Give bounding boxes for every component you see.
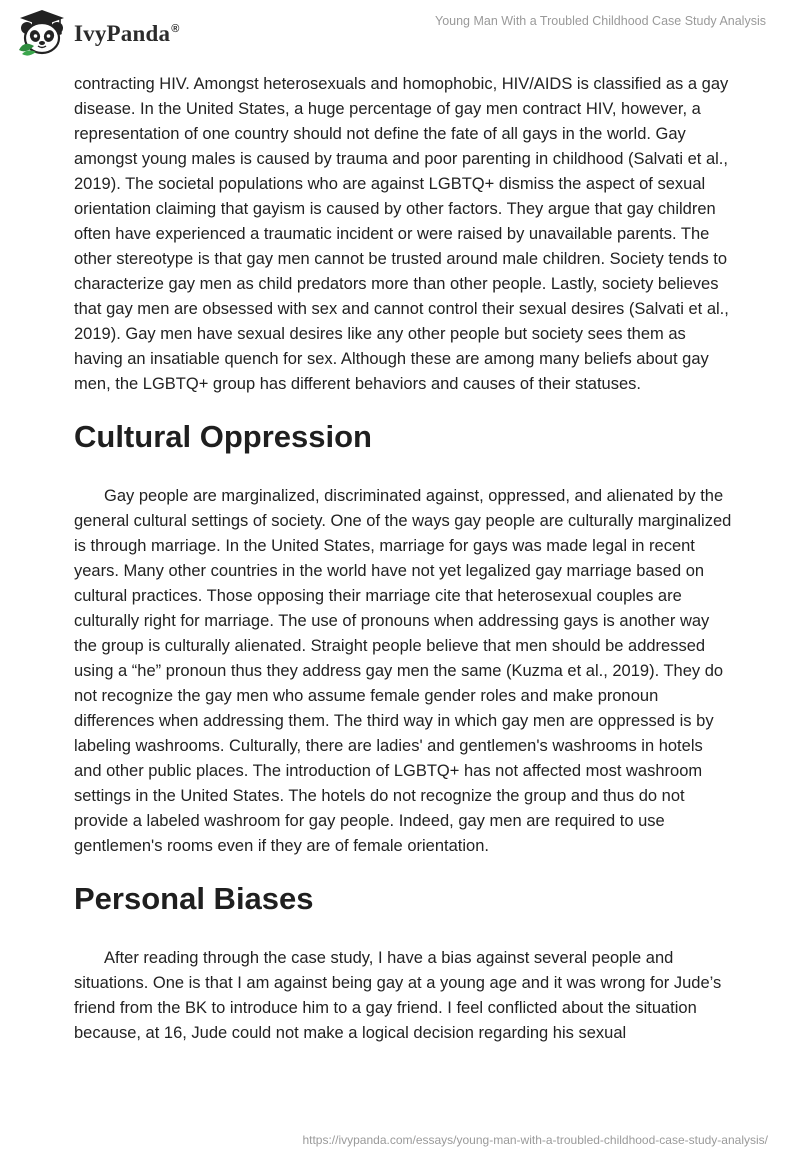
heading-cultural-oppression: Cultural Oppression xyxy=(74,419,372,454)
heading-personal-biases: Personal Biases xyxy=(74,881,314,916)
logo-text: IvyPanda® xyxy=(74,21,180,46)
essay-body xyxy=(74,70,734,1046)
panda-graduate-icon xyxy=(14,6,70,62)
source-url-link[interactable]: https://ivypanda.com/essays/young-man-with-a-troubled-childhood-case-study-analysis/ xyxy=(302,1133,768,1147)
ivypanda-logo[interactable] xyxy=(14,6,180,62)
paragraph-personal-biases: After reading through the case study, I have a bias against several people and situations. One is that I am against being gay at a young age and it was wrong for Jude’s friend from the BK to introduce him to a gay friend. I feel conflicted about the situation because, at 16, Jude could not make a logical decision regarding his sexual xyxy=(74,949,722,1042)
paragraph-cultural-oppression: Gay people are marginalized, discriminated against, oppressed, and alienated by the general cultural settings of society. One of the ways gay people are culturally marginalized is through marriage. In the United States, marriage for gays was made legal in recent years. Many other countries in the world have not yet legalized gay marriage based on cultural practices. Those opposing their marriage cite that heterosexual couples are culturally right for marriage. The use of pronouns when addressing gays is another way the group is culturally alienated. Straight people believe that men should be addressed using a “he” pronoun thus they address gay men the same (Kuzma et al., 2019). They do not recognize the gay men who assume female gender roles and make pronoun differences when addressing them. The third way in which gay men are oppressed is by labeling washrooms. Culturally, there are ladies' and gentlemen's washrooms in hotels and other public places. The introduction of LGBTQ+ has not affected most washroom settings in the United States. The hotels do not recognize the group and thus do not provide a labeled washroom for gay people. Indeed, gay men are required to use gentlemen's rooms even if they are of female orientation. xyxy=(74,487,732,855)
paragraph-stereotypes: contracting HIV. Amongst heterosexuals and homophobic, HIV/AIDS is classified as a gay disease. In the United States, a huge percentage of gay men contract HIV, however, a representation of one country should not define the fate of all gays in the world. Gay amongst young males is caused by trauma and poor parenting in childhood (Salvati et al., 2019). The societal populations who are against LGBTQ+ dismiss the aspect of sexual orientation claiming that gayism is caused by other factors. They argue that gay children often have experienced a traumatic incident or were raised by unavailable parents. The other stereotype is that gay men cannot be trusted around male children. Society tends to characterize gay men as child predators more than other people. Lastly, society believes that gay men are obsessed with sex and cannot control their sexual desires (Salvati et al., 2019). Gay men have sexual desires like any other people but society sees them as having an insatiable quench for sex. Although these are among many beliefs about gay men, the LGBTQ+ group has different behaviors and causes of their statuses. xyxy=(74,75,729,393)
document-title: Young Man With a Troubled Childhood Case Study Analysis xyxy=(435,14,766,28)
registered-mark: ® xyxy=(171,23,180,36)
page-header xyxy=(0,0,800,70)
